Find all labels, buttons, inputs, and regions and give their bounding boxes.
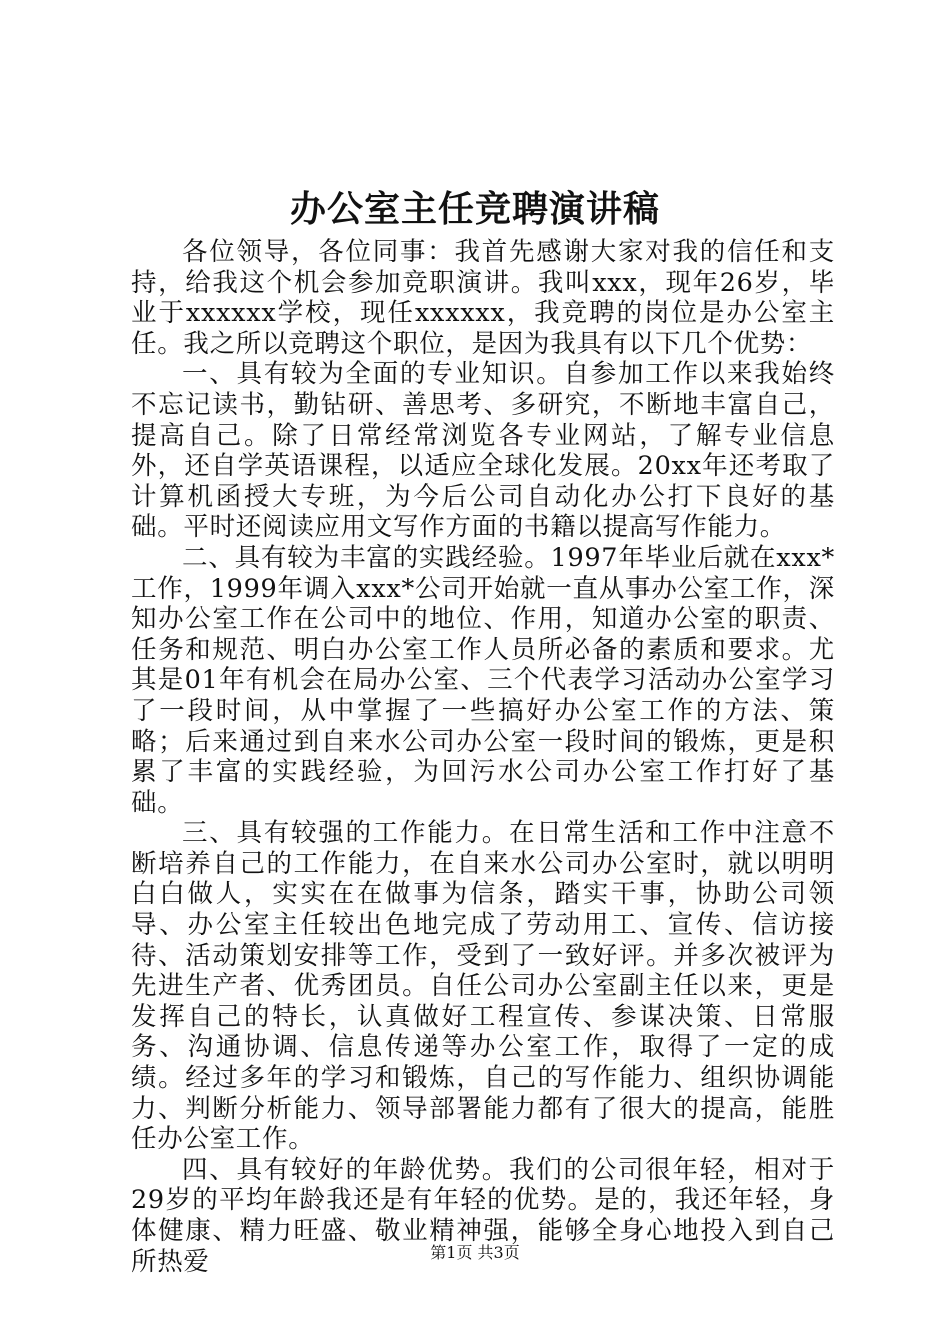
document-title: 办公室主任竞聘演讲稿 bbox=[289, 188, 660, 230]
paragraph-greeting: 各位领导，各位同事：我首先感谢大家对我的信任和支持，给我这个机会参加竞职演讲。我叫xxx，现年26岁，毕业于xxxxxx学校，现任xxxxxx，我竞聘的岗位是办公室主任。我之所以竞聘这个职位，是因为我具有以下几个优势： bbox=[131, 237, 835, 359]
document-body bbox=[131, 237, 835, 1277]
paragraph-point-one: 一、具有较为全面的专业知识。自参加工作以来我始终不忘记读书，勤钻研、善思考、多研究，不断地丰富自己，提高自己。除了日常经常浏览各专业网站，了解专业信息外，还自学英语课程，以适应全球化发展。20xx年还考取了计算机函授大专班，为今后公司自动化办公打下良好的基础。平时还阅读应用文写作方面的书籍以提高写作能力。 bbox=[131, 359, 835, 543]
page-number-footer: 第1页 共3页 bbox=[430, 1243, 520, 1262]
paragraph-point-three: 三、具有较强的工作能力。在日常生活和工作中注意不断培养自己的工作能力，在自来水公司办公室时，就以明明白白做人，实实在在做事为信条，踏实干事，协助公司领导、办公室主任较出色地完成了劳动用工、宣传、信访接待、活动策划安排等工作，受到了一致好评。并多次被评为先进生产者、优秀团员。自任公司办公室副主任以来，更是发挥自己的特长，认真做好工程宣传、参谋决策、日常服务、沟通协调、信息传递等办公室工作，取得了一定的成绩。经过多年的学习和锻炼，自己的写作能力、组织协调能力、判断分析能力、领导部署能力都有了很大的提高，能胜任办公室工作。 bbox=[131, 818, 835, 1155]
paragraph-point-two: 二、具有较为丰富的实践经验。1997年毕业后就在xxx*工作，1999年调入xxx*公司开始就一直从事办公室工作，深知办公室工作在公司中的地位、作用，知道办公室的职责、任务和规范、明白办公室工作人员所必备的素质和要求。尤其是01年有机会在局办公室、三个代表学习活动办公室学习了一段时间，从中掌握了一些搞好办公室工作的方法、策略；后来通过到自来水公司办公室一段时间的锻炼，更是积累了丰富的实践经验，为回污水公司办公室工作打好了基础。 bbox=[131, 542, 835, 818]
paragraph-point-four: 四、具有较好的年龄优势。我们的公司很年轻，相对于29岁的平均年龄我还是有年轻的优势。是的，我还年轻，身体健康、精力旺盛、敬业精神强，能够全身心地投入到自己所热爱 bbox=[131, 1154, 835, 1277]
